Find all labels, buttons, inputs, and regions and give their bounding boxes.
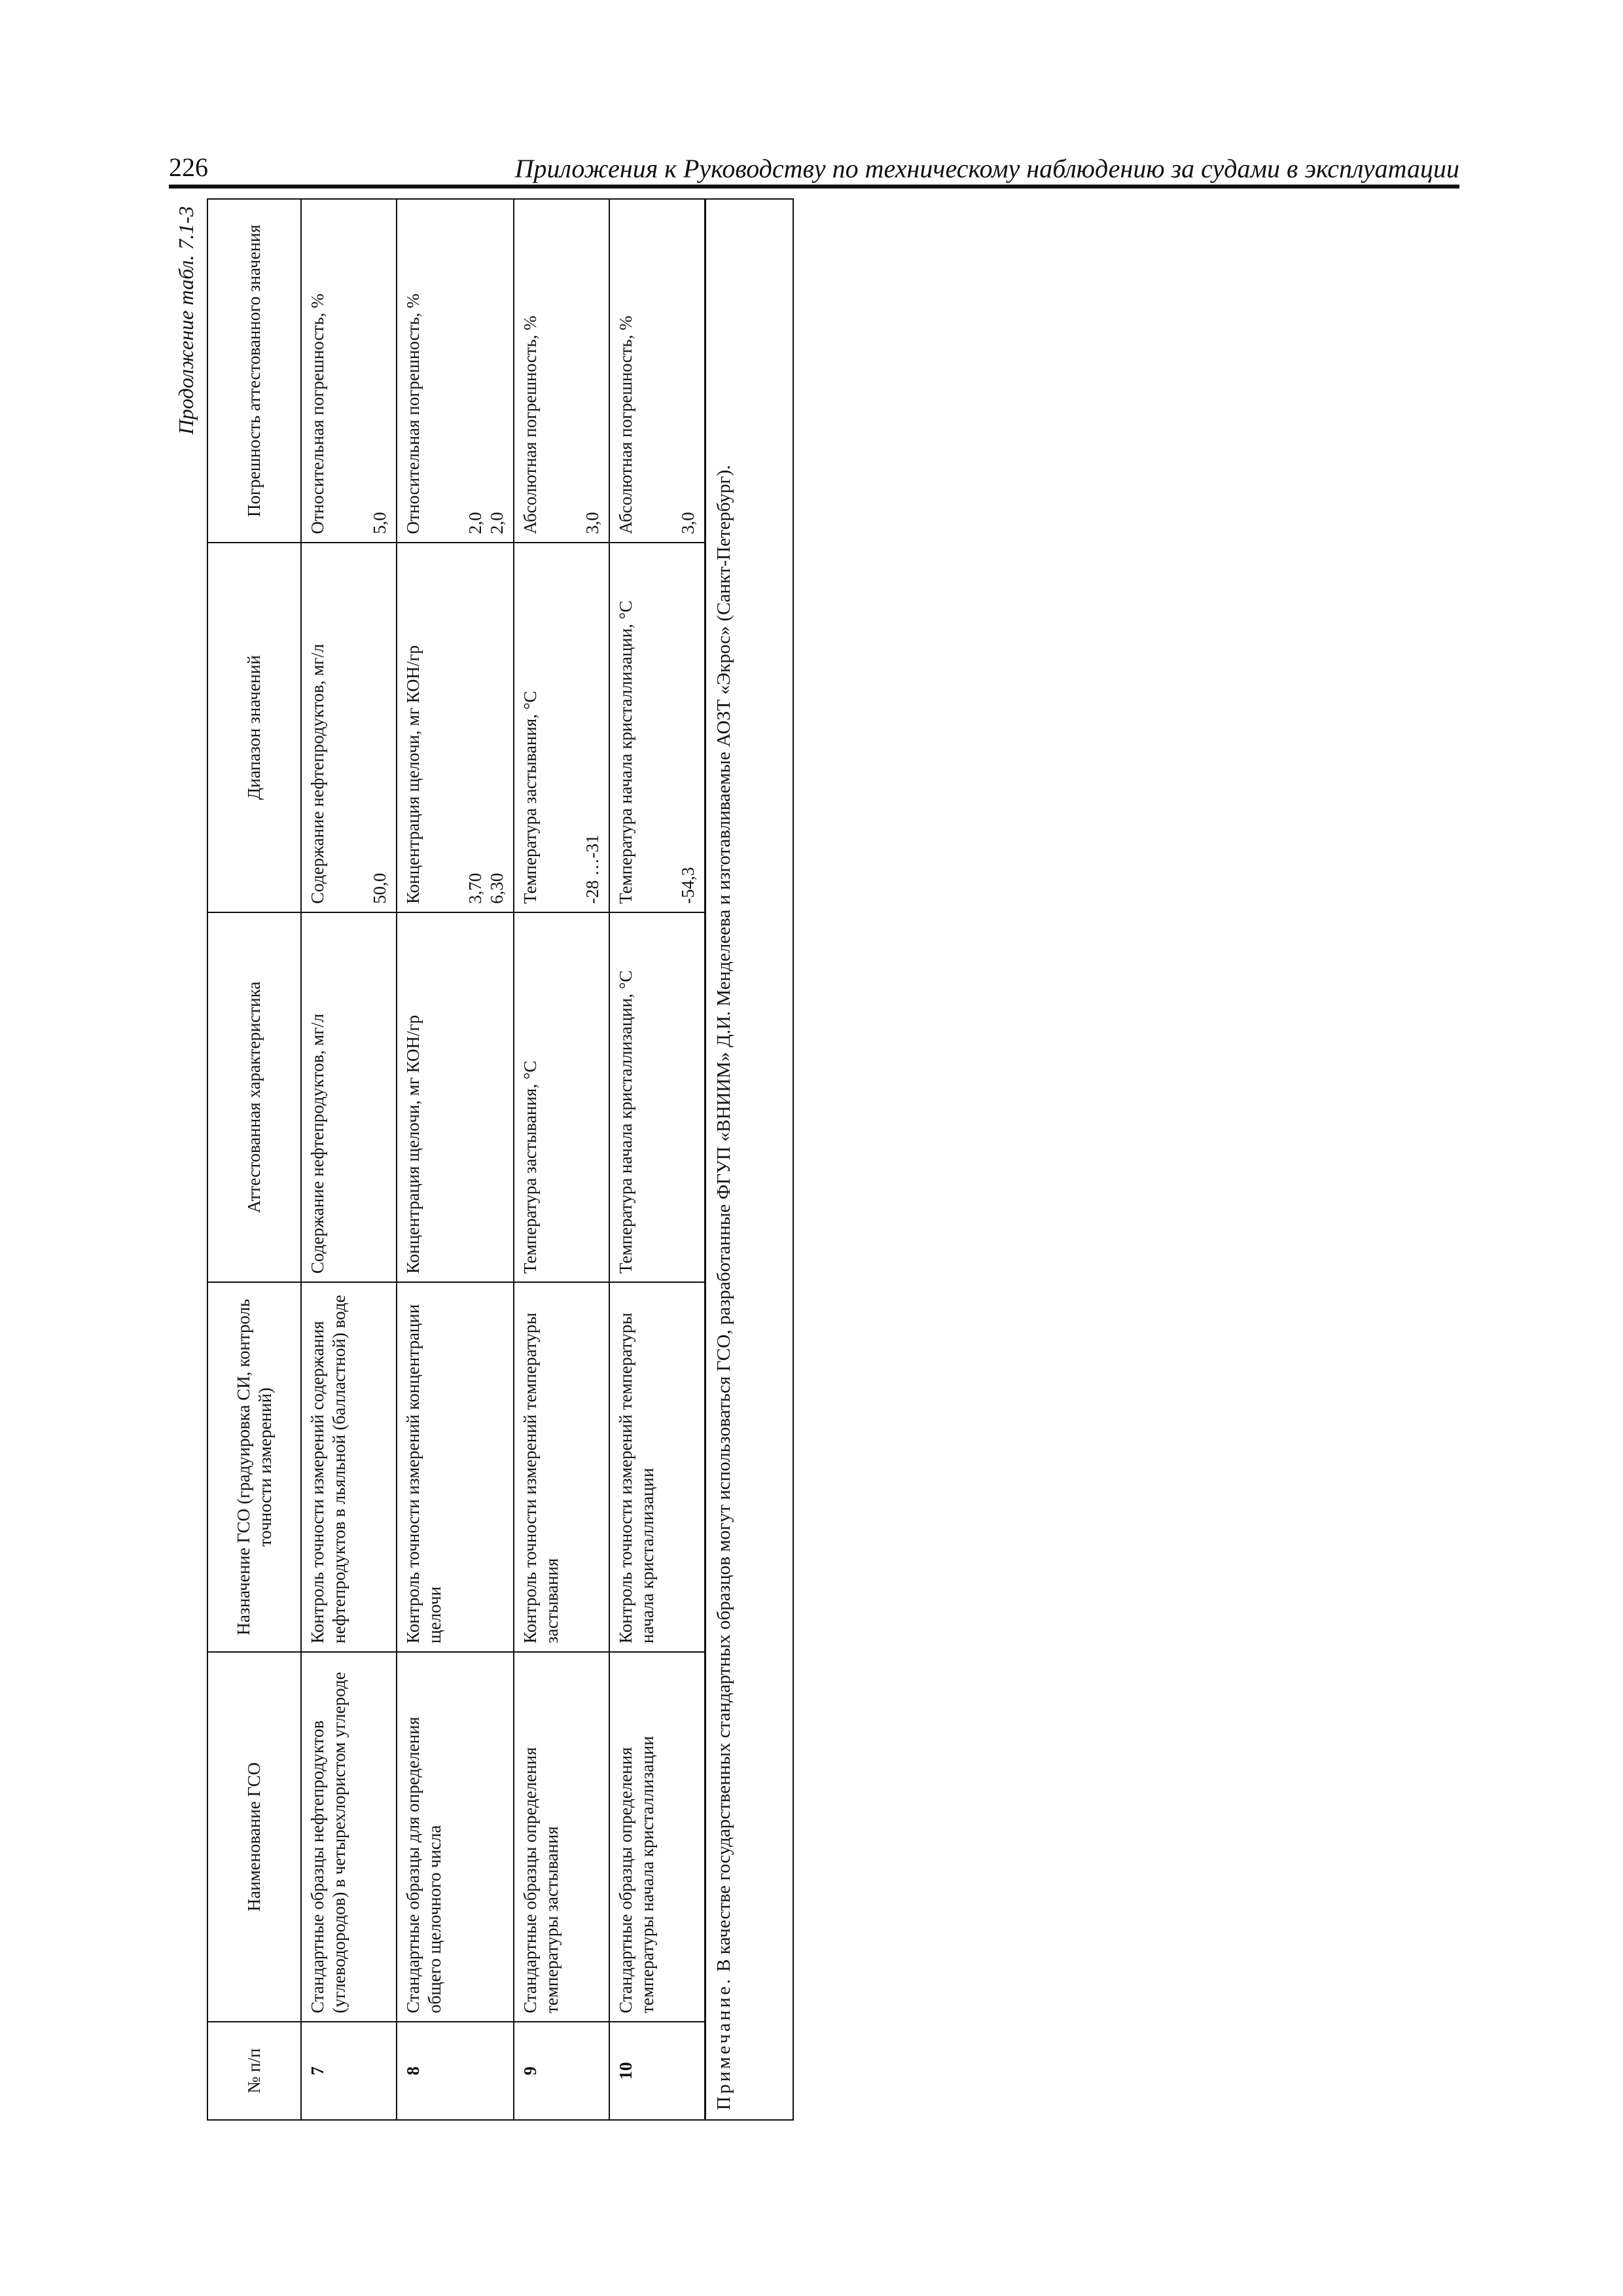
range-value: 3,70 — [465, 872, 485, 904]
cell-spacer — [424, 207, 465, 534]
characteristic-cell: Температура застывания, °С — [514, 912, 609, 1282]
column-header-range: Диапазон значений — [207, 543, 301, 912]
gso-name-cell: Стандартные образцы нефтепродуктов (углеводородов) в четырехлористом углероде — [301, 1652, 397, 2022]
error-label: Относительная погрешность, % — [403, 293, 423, 534]
error-value: 3,0 — [677, 512, 698, 534]
range-value: 6,30 — [486, 872, 507, 904]
error-label: Относительная погрешность, % — [308, 293, 327, 534]
note-label: Примечание. — [713, 1976, 734, 2110]
table-row — [301, 199, 397, 2120]
table-note — [705, 199, 793, 2120]
error-value: 3,0 — [582, 512, 602, 534]
gso-purpose-cell: Контроль точности измерений содержания нефтепродуктов в льяльной (балластной) воде — [301, 1282, 397, 1652]
column-header-error: Погрешность аттестованного значения — [207, 199, 301, 543]
note-text: В качестве государственных стандартных образцов могут использоваться ГСО, разработанные ФГУП «ВНИИМ» Д.И. Менделеева и изготавливаемые АОЗТ «Экрос» (Санкт-Петербург). — [713, 465, 734, 1972]
table-header-row — [207, 199, 301, 2120]
characteristic-cell: Концентрация щелочи, мг КОН/гр — [397, 912, 514, 1282]
range-label: Температура начала кристаллизации, °С — [615, 600, 635, 904]
rotated-table-block — [170, 200, 769, 2121]
gso-purpose-cell: Контроль точности измерений температуры застывания — [514, 1282, 609, 1652]
range-cell — [397, 543, 514, 912]
row-number-cell: 8 — [397, 2022, 514, 2120]
range-cell — [514, 543, 609, 912]
range-cell — [609, 543, 705, 912]
row-number-cell: 7 — [301, 2022, 397, 2120]
gso-purpose-cell: Контроль точности измерений температуры начала кристаллизации — [609, 1282, 705, 1652]
error-cell — [301, 199, 397, 543]
column-header-characteristic: Аттестованная характеристика — [207, 912, 301, 1282]
gso-name-cell: Стандартные образцы для определения общего щелочного числа — [397, 1652, 514, 2022]
gso-table — [207, 198, 794, 2121]
range-value: 50,0 — [369, 872, 389, 904]
error-value: 2,0 — [486, 512, 507, 534]
range-cell — [301, 543, 397, 912]
cell-spacer — [424, 551, 465, 904]
table-row — [514, 199, 609, 2120]
characteristic-cell: Содержание нефтепродуктов, мг/л — [301, 912, 397, 1282]
range-label: Концентрация щелочи, мг КОН/гр — [403, 645, 423, 904]
cell-spacer — [329, 207, 369, 534]
table-body — [301, 199, 705, 2120]
table-row — [609, 199, 705, 2120]
gso-purpose-cell: Контроль точности измерений концентрации щелочи — [397, 1282, 514, 1652]
cell-spacer — [541, 207, 582, 534]
range-label: Температура застывания, °С — [520, 691, 540, 904]
error-value: 5,0 — [369, 512, 389, 534]
range-value: -54,3 — [677, 867, 698, 904]
cell-spacer — [637, 207, 677, 534]
range-value: -28 …-31 — [582, 834, 602, 904]
page-number: 226 — [169, 152, 208, 182]
note-row — [705, 199, 793, 2120]
column-header-purpose: Назначение ГСО (градуировка СИ, контроль точности измерений) — [207, 1282, 301, 1652]
cell-spacer — [637, 551, 677, 904]
range-label: Содержание нефтепродуктов, мг/л — [308, 643, 327, 904]
error-label: Абсолютная погрешность, % — [615, 315, 635, 534]
gso-name-cell: Стандартные образцы определения температуры застывания — [514, 1652, 609, 2022]
row-number-cell: 10 — [609, 2022, 705, 2120]
header-rule — [169, 185, 1459, 188]
characteristic-cell: Температура начала кристаллизации, °С — [609, 912, 705, 1282]
error-value: 2,0 — [465, 512, 485, 534]
table-row — [397, 199, 514, 2120]
cell-spacer — [329, 551, 369, 904]
cell-spacer — [541, 551, 582, 904]
error-cell — [514, 199, 609, 543]
table-caption: Продолжение табл. 7.1-3 — [174, 206, 198, 435]
column-header-num: № п/п — [207, 2022, 301, 2120]
column-header-name: Наименование ГСО — [207, 1652, 301, 2022]
error-cell — [397, 199, 514, 543]
gso-name-cell: Стандартные образцы определения температуры начала кристаллизации — [609, 1652, 705, 2022]
error-label: Абсолютная погрешность, % — [520, 315, 540, 534]
error-cell — [609, 199, 705, 543]
running-title: Приложения к Руководству по техническому наблюдению за судами в эксплуатации — [514, 154, 1459, 183]
row-number-cell: 9 — [514, 2022, 609, 2120]
